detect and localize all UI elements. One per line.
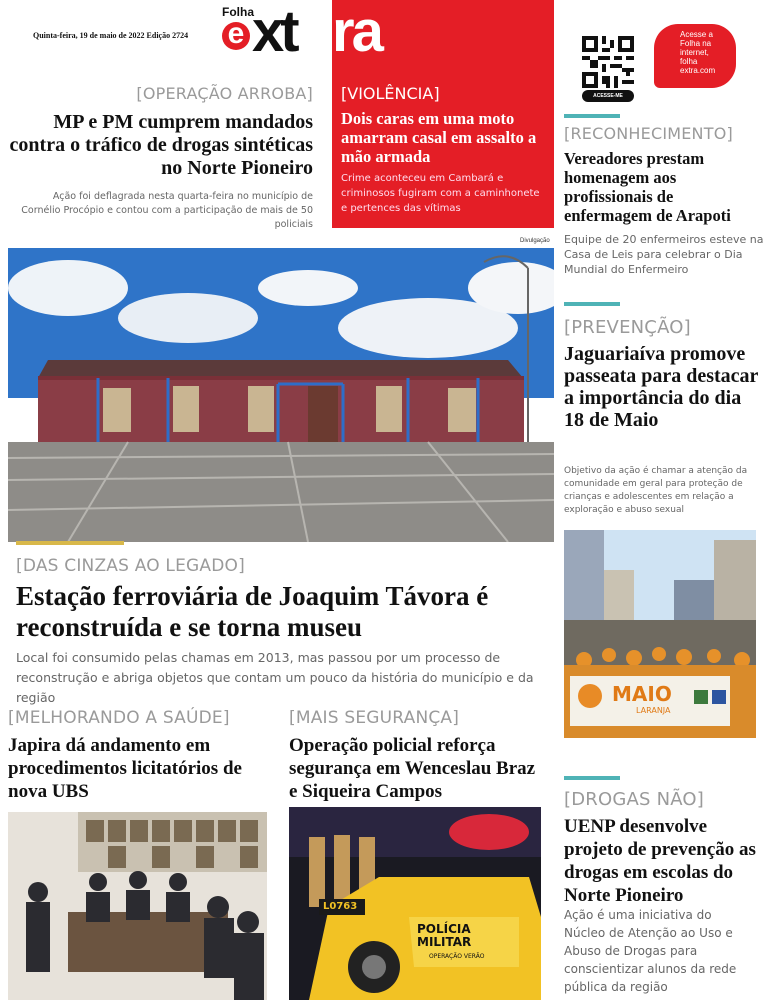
drogas-headline[interactable]: UENP desenvolve projeto de prevenção as drogas em escolas do Norte Pioneiro xyxy=(564,816,756,906)
main-summary: Local foi consumido pelas chamas em 2013, mas passou por um processo de reconstrução e abriga objetos que contam um pouco da história do município e da região xyxy=(16,650,534,705)
vehicle-text: POLÍCIA MILITAR xyxy=(417,922,472,949)
meeting-photo[interactable] xyxy=(8,812,267,1000)
divider-line xyxy=(564,114,620,118)
divider-line xyxy=(564,776,620,780)
reconhecimento-headline[interactable]: Vereadores prestam homenagem aos profissionais de enfermagem de Arapoti xyxy=(564,149,731,225)
police-car-photo[interactable] xyxy=(289,807,541,1000)
main-accent-line xyxy=(16,541,124,545)
seguranca-headline[interactable]: Operação policial reforça segurança em Wenceslau Braz e Siqueira Campos xyxy=(289,735,536,802)
logo-e: e xyxy=(222,22,250,50)
qr-label: ACESSE-ME xyxy=(582,90,634,102)
reconhecimento-tag: [RECONHECIMENTO] xyxy=(564,124,733,143)
prevencao-tag: [PREVENÇÃO] xyxy=(564,317,691,338)
laranja-banner-text: LARANJA xyxy=(636,706,671,715)
violencia-summary: Crime aconteceu em Cambará e criminosos fugiram com a caminhonete e pertences das vítimas xyxy=(341,173,540,214)
arroba-headline[interactable]: MP e PM cumprem mandados contra o tráfico de drogas sintéticas no Norte Pioneiro xyxy=(9,111,313,179)
arroba-tag: [OPERAÇÃO ARROBA] xyxy=(136,84,313,103)
saude-headline[interactable]: Japira dá andamento em procedimentos licitatórios de nova UBS xyxy=(8,735,242,802)
vehicle-sub: OPERAÇÃO VERÃO xyxy=(429,953,485,960)
logo-folha: Folha xyxy=(222,5,254,19)
seguranca-tag: [MAIS SEGURANÇA] xyxy=(289,708,460,728)
drogas-summary: Ação é uma iniciativa do Núcleo de Atenção ao Uso e Abuso de Drogas para conscientizar alunos da rede pública da região xyxy=(564,908,737,994)
logo-ra: ra xyxy=(332,0,381,64)
divider-line xyxy=(564,302,620,306)
reconhecimento-summary: Equipe de 20 enfermeiros esteve na Casa de Leis para celebrar o Dia Mundial do Enfermeiro xyxy=(564,233,764,276)
prevencao-summary: Objetivo da ação é chamar a atenção da comunidade em geral para proteção de crianças e adolescentes em relação a exploração e abuso sexual xyxy=(564,466,748,515)
violencia-tag: [VIOLÊNCIA] xyxy=(341,84,440,103)
maio-banner-text: MAIO xyxy=(612,682,672,706)
arroba-summary: Ação foi deflagrada nesta quarta-feira no município de Cornélio Procópio e contou com a participação de mais de 50 policiais xyxy=(21,191,313,230)
prevencao-headline[interactable]: Jaguariaíva promove passeata para destacar a importância do dia 18 de Maio xyxy=(564,343,759,431)
photo-credit: Divulgação xyxy=(520,238,550,244)
saude-tag: [MELHORANDO A SAÚDE] xyxy=(8,708,230,728)
parade-photo[interactable] xyxy=(564,530,756,738)
drogas-tag: [DROGAS NÃO] xyxy=(564,789,705,810)
main-photo[interactable] xyxy=(8,248,554,542)
main-headline[interactable]: Estação ferroviária de Joaquim Távora é reconstruída e se torna museu xyxy=(16,581,489,642)
vehicle-plate: L0763 xyxy=(323,901,358,912)
main-tag: [DAS CINZAS AO LEGADO] xyxy=(16,556,245,576)
qr-code-icon[interactable] xyxy=(582,36,634,88)
website-bubble[interactable] xyxy=(654,24,736,88)
violencia-headline[interactable]: Dois caras em uma moto amarram casal em assalto a mão armada xyxy=(341,109,537,166)
logo-xt: xt xyxy=(252,0,296,64)
website-bubble-text: Acesse a Folha na internet, folha extra.com xyxy=(680,30,716,75)
dateline: Quinta-feira, 19 de maio de 2022 Edição 2724 xyxy=(33,31,189,40)
